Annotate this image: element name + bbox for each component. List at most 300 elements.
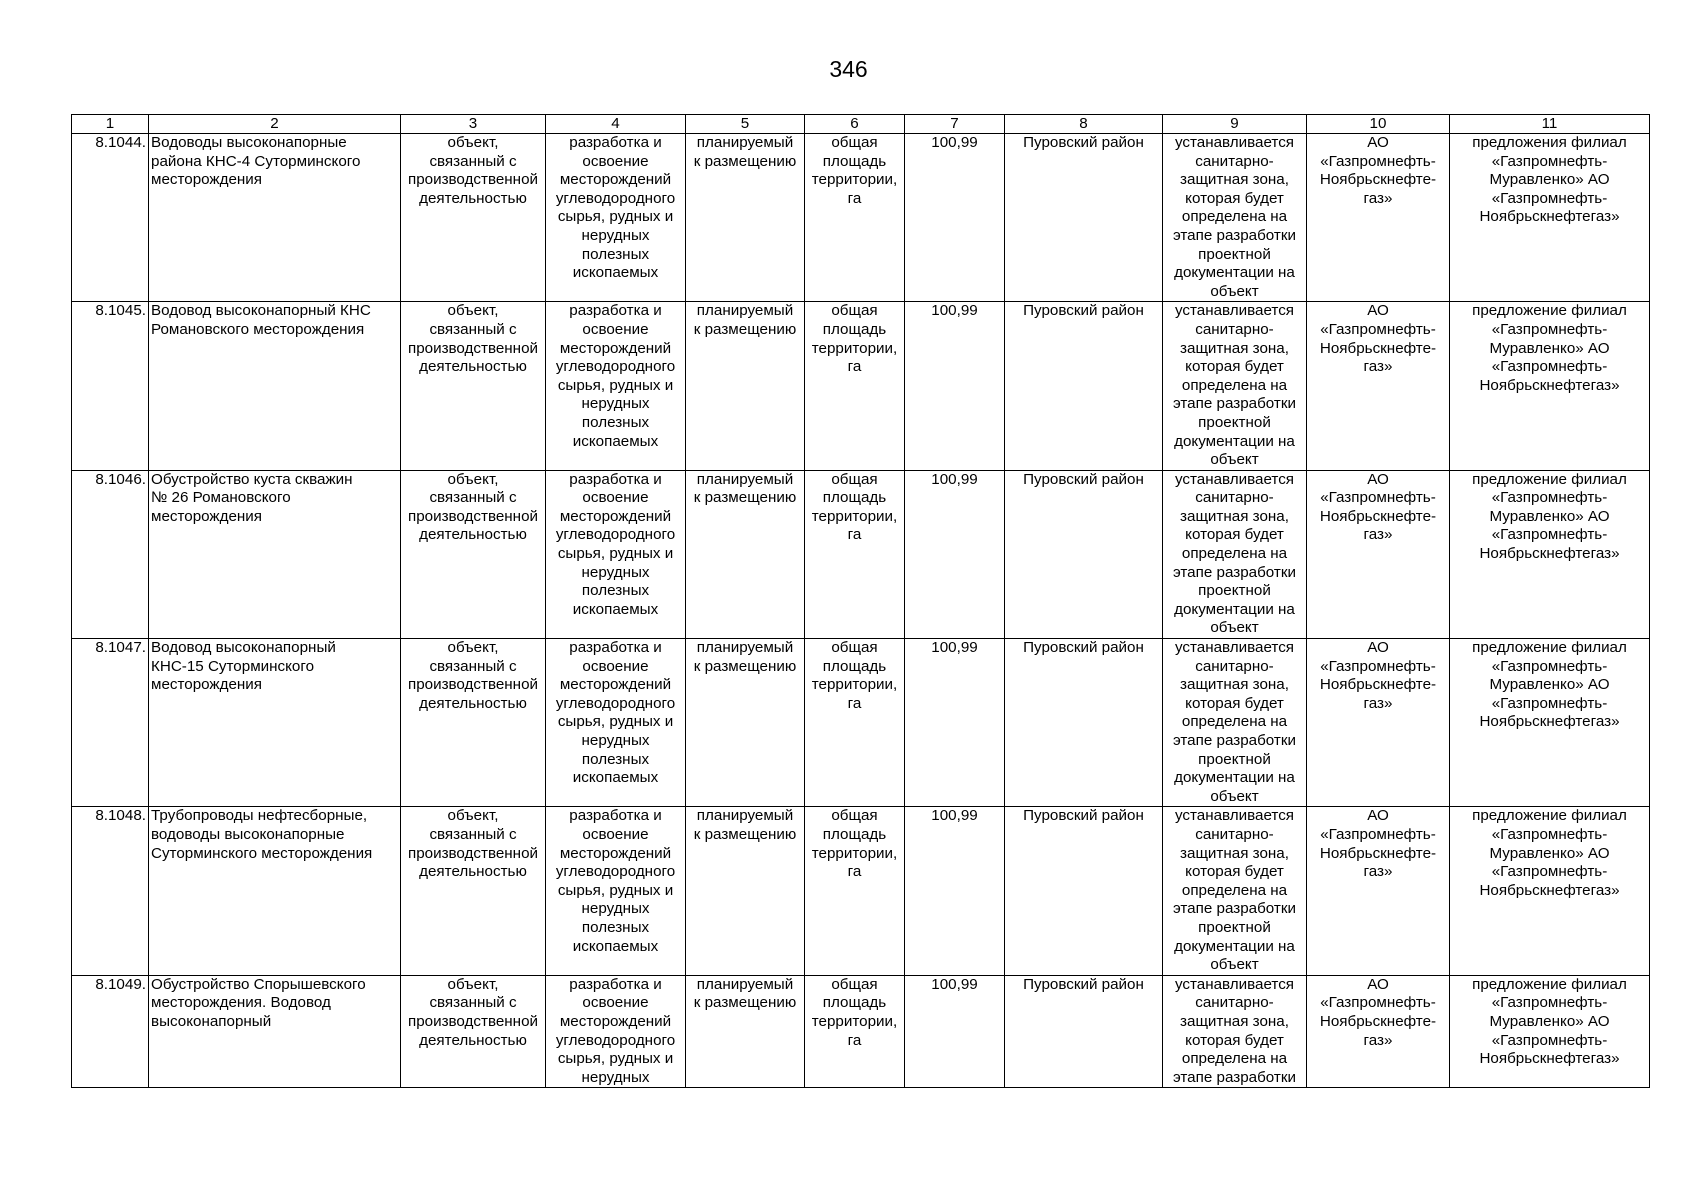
zone-description-line: санитарно- [1195,825,1274,843]
object-kind-line: объект, [447,807,499,825]
owner-line: АО [1367,302,1389,320]
object-status-line: к размещению [693,320,797,338]
zone-description-line: проектной [1198,750,1271,768]
zone-description-line: проектной [1198,413,1271,431]
object-purpose-line: углеводородного [555,863,676,881]
object-name-line: Водоводы высоконапорные [151,134,347,151]
owner-cell [1307,470,1450,638]
item-number-cell: 8.1047. [72,639,149,807]
object-kind-line: производственной [407,339,539,357]
object-status-line: к размещению [693,994,797,1012]
object-purpose-line: нерудных [581,732,650,749]
zone-description-line: определена на [1181,881,1288,899]
zone-description-line: объект [1210,619,1259,637]
object-purpose-line: освоение [582,320,649,338]
source-proposal-line: Ноябрьскнефтегаз» [1479,1050,1620,1068]
object-purpose-line: освоение [582,994,649,1012]
object-name-line: № 26 Романовского [151,489,291,507]
object-kind-cell [401,134,546,302]
zone-description-line: устанавливается [1174,302,1295,320]
owner-line: АО [1367,975,1389,993]
owner-line: АО [1367,470,1389,488]
source-proposal-line: предложение филиал [1472,807,1627,825]
object-purpose-line: нерудных [581,563,650,581]
table-row [72,807,1650,975]
zone-description-line: объект [1210,956,1259,974]
object-kind-line: объект, [447,470,499,488]
page-number: 346 [829,56,868,82]
column-number: 5 [686,115,805,134]
zone-description-line: санитарно- [1195,489,1274,507]
object-name-line: высоконапорный [151,1012,272,1030]
source-proposal-cell [1450,134,1650,302]
zone-description-line: защитная зона, [1180,844,1289,862]
column-number: 3 [401,115,546,134]
zone-description-line: этапе разработки [1172,900,1296,918]
source-proposal-line: «Газпромнефть- [1491,694,1608,712]
object-purpose-line: нерудных [581,900,650,918]
parameter-name-line: общая [831,134,878,151]
parameter-name-line: площадь [822,994,887,1012]
zone-description-cell [1163,470,1307,638]
object-purpose-line: освоение [582,825,649,843]
zone-description-line: определена на [1181,1050,1288,1068]
zone-description-line: которая будет [1185,189,1284,207]
column-number: 10 [1307,115,1450,134]
object-kind-line: производственной [407,507,539,525]
owner-line: Ноябрьскнефте- [1319,676,1437,694]
object-purpose-line: месторождений [559,507,672,525]
source-proposal-cell [1450,807,1650,975]
column-number: 8 [1005,115,1163,134]
object-purpose-line: разработка и [569,134,662,151]
parameter-value-cell: 100,99 [905,470,1005,638]
zone-description-line: этапе разработки [1172,732,1296,749]
parameter-name-cell [805,302,905,470]
object-purpose-line: сырья, рудных и [557,208,674,226]
object-kind-cell [401,302,546,470]
zone-description-line: защитная зона, [1180,507,1289,525]
source-proposal-line: предложение филиал [1472,639,1627,657]
owner-line: Ноябрьскнефте- [1319,171,1437,189]
object-purpose-line: месторождений [559,1012,672,1030]
object-kind-line: производственной [407,171,539,189]
object-status-cell [686,134,805,302]
column-number: 4 [546,115,686,134]
parameter-name-line: площадь [822,825,887,843]
zone-description-line: которая будет [1185,526,1284,544]
zone-description-line: защитная зона, [1180,676,1289,694]
zone-description-cell [1163,134,1307,302]
location-cell: Пуровский район [1005,134,1163,302]
object-purpose-line: сырья, рудных и [557,881,674,899]
object-purpose-line: углеводородного [555,1031,676,1049]
source-proposal-line: «Газпромнефть- [1491,189,1608,207]
object-purpose-line: освоение [582,152,649,170]
source-proposal-line: предложение филиал [1472,975,1627,993]
source-proposal-line: «Газпромнефть- [1491,358,1608,376]
parameter-name-line: территории, [811,844,898,862]
source-proposal-line: Ноябрьскнефтегаз» [1479,376,1620,394]
object-name-line: Суторминского месторождения [151,844,373,862]
object-name-cell [149,470,401,638]
owner-cell [1307,975,1450,1088]
table-row [72,639,1650,807]
object-kind-cell [401,975,546,1088]
object-kind-line: связанный с [429,825,517,843]
parameter-name-line: площадь [822,152,887,170]
location-cell: Пуровский район [1005,639,1163,807]
zone-description-line: устанавливается [1174,639,1295,657]
object-purpose-line: углеводородного [555,189,676,207]
parameter-name-line: территории, [811,676,898,694]
zone-description-line: проектной [1198,918,1271,936]
owner-line: «Газпромнефть- [1320,657,1436,675]
parameter-name-line: га [847,189,862,207]
zone-description-line: этапе разработки [1172,226,1296,244]
parameter-name-line: га [847,526,862,544]
object-purpose-line: нерудных [581,226,650,244]
owner-line: АО [1367,134,1389,151]
object-name-line: КНС-15 Суторминского [151,657,315,675]
owner-line: «Газпромнефть- [1320,825,1436,843]
object-kind-line: объект, [447,134,499,151]
table-row [72,134,1650,302]
object-kind-line: связанный с [429,320,517,338]
object-status-cell [686,470,805,638]
source-proposal-cell [1450,302,1650,470]
column-number: 9 [1163,115,1307,134]
owner-line: газ» [1363,189,1393,207]
item-number-cell: 8.1044. [72,134,149,302]
object-purpose-cell [546,975,686,1088]
table-row [72,975,1650,1088]
object-purpose-line: углеводородного [555,358,676,376]
owner-line: «Газпромнефть- [1320,994,1436,1012]
object-name-line: месторождения [151,507,262,525]
object-name-line: месторождения. Водовод [151,994,331,1012]
object-name-line: Романовского месторождения [151,320,365,338]
object-kind-cell [401,639,546,807]
zone-description-line: устанавливается [1174,807,1295,825]
object-status-line: к размещению [693,825,797,843]
source-proposal-line: «Газпромнефть- [1491,489,1608,507]
zone-description-line: которая будет [1185,1031,1284,1049]
source-proposal-line: Муравленко» АО [1489,507,1610,525]
parameter-name-line: площадь [822,320,887,338]
object-purpose-line: полезных [581,750,650,768]
owner-cell [1307,134,1450,302]
parameter-name-line: га [847,1031,862,1049]
owner-line: Ноябрьскнефте- [1319,507,1437,525]
object-kind-line: объект, [447,975,499,993]
parameter-name-line: общая [831,302,878,320]
zone-description-cell [1163,975,1307,1088]
object-purpose-line: месторождений [559,339,672,357]
parameter-name-line: территории, [811,171,898,189]
parameter-name-line: га [847,694,862,712]
object-status-line: планируемый [696,134,794,151]
source-proposal-line: Муравленко» АО [1489,339,1610,357]
zone-description-line: санитарно- [1195,994,1274,1012]
table-row [72,302,1650,470]
source-proposal-cell [1450,470,1650,638]
zone-description-line: определена на [1181,208,1288,226]
object-status-cell [686,639,805,807]
zone-description-line: документации на [1174,264,1295,282]
zone-description-line: объект [1210,282,1259,300]
object-kind-line: производственной [407,1012,539,1030]
item-number-cell: 8.1049. [72,975,149,1088]
source-proposal-line: Муравленко» АО [1489,171,1610,189]
object-purpose-line: сырья, рудных и [557,1050,674,1068]
object-name-line: месторождения [151,676,262,694]
zone-description-line: этапе разработки [1172,563,1296,581]
object-purpose-line: ископаемых [572,432,659,450]
owner-line: «Газпромнефть- [1320,320,1436,338]
parameter-name-line: площадь [822,489,887,507]
source-proposal-line: «Газпромнефть- [1491,825,1608,843]
object-purpose-cell [546,470,686,638]
object-purpose-line: полезных [581,245,650,263]
object-name-cell [149,807,401,975]
source-proposal-line: Муравленко» АО [1489,1012,1610,1030]
zone-description-line: объект [1210,451,1259,469]
object-kind-line: деятельностью [419,1031,527,1049]
object-name-line: Трубопроводы нефтесборные, [151,807,368,825]
zone-description-line: устанавливается [1174,975,1295,993]
owner-line: «Газпромнефть- [1320,152,1436,170]
object-kind-line: объект, [447,302,499,320]
owner-line: газ» [1363,526,1393,544]
object-purpose-line: разработка и [569,975,662,993]
object-name-cell [149,302,401,470]
owner-cell [1307,639,1450,807]
table-row [72,470,1650,638]
object-purpose-line: углеводородного [555,694,676,712]
source-proposal-line: «Газпромнефть- [1491,1031,1608,1049]
object-kind-line: деятельностью [419,526,527,544]
object-status-line: планируемый [696,639,794,657]
zone-description-line: определена на [1181,713,1288,731]
parameter-value-cell: 100,99 [905,639,1005,807]
parameter-name-line: территории, [811,507,898,525]
zone-description-line: документации на [1174,600,1295,618]
object-kind-line: связанный с [429,657,517,675]
object-kind-cell [401,470,546,638]
object-purpose-line: освоение [582,489,649,507]
object-status-line: к размещению [693,657,797,675]
object-status-cell [686,807,805,975]
object-name-cell [149,639,401,807]
object-status-line: планируемый [696,975,794,993]
zone-description-line: санитарно- [1195,152,1274,170]
owner-line: Ноябрьскнефте- [1319,339,1437,357]
owner-line: АО [1367,807,1389,825]
parameter-name-line: территории, [811,339,898,357]
parameter-name-cell [805,470,905,638]
object-status-line: планируемый [696,807,794,825]
source-proposal-line: «Газпромнефть- [1491,526,1608,544]
zone-description-line: объект [1210,787,1259,805]
object-purpose-cell [546,807,686,975]
object-name-line: района КНС-4 Суторминского [151,152,361,170]
source-proposal-line: предложения филиал [1472,134,1627,151]
zone-description-line: документации на [1174,432,1295,450]
source-proposal-line: Ноябрьскнефтегаз» [1479,545,1620,563]
object-purpose-cell [546,639,686,807]
zone-description-line: санитарно- [1195,320,1274,338]
parameter-value-cell: 100,99 [905,302,1005,470]
object-purpose-line: месторождений [559,676,672,694]
source-proposal-line: Ноябрьскнефтегаз» [1479,713,1620,731]
object-kind-line: деятельностью [419,694,527,712]
parameter-name-line: общая [831,639,878,657]
zone-description-cell [1163,639,1307,807]
parameter-name-cell [805,975,905,1088]
object-name-line: Обустройство куста скважин [151,470,353,488]
zone-description-line: устанавливается [1174,134,1295,151]
object-purpose-line: ископаемых [572,769,659,787]
zone-description-line: которая будет [1185,863,1284,881]
owner-line: газ» [1363,358,1393,376]
item-number-cell: 8.1048. [72,807,149,975]
zone-description-line: санитарно- [1195,657,1274,675]
source-proposal-line: Муравленко» АО [1489,676,1610,694]
object-status-cell [686,975,805,1088]
object-status-line: к размещению [693,489,797,507]
object-kind-line: производственной [407,844,539,862]
object-name-line: Водовод высоконапорный КНС [151,302,371,320]
location-cell: Пуровский район [1005,807,1163,975]
source-proposal-line: предложение филиал [1472,470,1627,488]
object-kind-line: связанный с [429,152,517,170]
parameter-name-line: общая [831,807,878,825]
object-status-line: планируемый [696,470,794,488]
parameter-name-line: общая [831,975,878,993]
parameter-value-cell: 100,99 [905,134,1005,302]
column-number: 1 [72,115,149,134]
source-proposal-line: «Газпромнефть- [1491,863,1608,881]
item-number-cell: 8.1045. [72,302,149,470]
column-number: 11 [1450,115,1650,134]
object-purpose-line: ископаемых [572,264,659,282]
zone-description-line: документации на [1174,769,1295,787]
zone-description-line: защитная зона, [1180,1012,1289,1030]
parameter-value-cell: 100,99 [905,975,1005,1088]
zone-description-line: проектной [1198,245,1271,263]
object-kind-line: объект, [447,639,499,657]
zone-description-line: определена на [1181,545,1288,563]
owner-cell [1307,807,1450,975]
source-proposal-line: предложение филиал [1472,302,1627,320]
zone-description-cell [1163,302,1307,470]
object-purpose-line: месторождений [559,171,672,189]
object-kind-line: деятельностью [419,189,527,207]
zone-description-line: проектной [1198,582,1271,600]
zone-description-line: защитная зона, [1180,171,1289,189]
parameter-name-line: территории, [811,1012,898,1030]
source-proposal-line: Ноябрьскнефтегаз» [1479,881,1620,899]
object-purpose-line: разработка и [569,302,662,320]
object-purpose-line: разработка и [569,639,662,657]
object-purpose-line: сырья, рудных и [557,713,674,731]
object-purpose-line: полезных [581,582,650,600]
zone-description-line: защитная зона, [1180,339,1289,357]
object-purpose-line: разработка и [569,470,662,488]
object-name-line: Водовод высоконапорный [151,639,336,657]
column-number: 7 [905,115,1005,134]
parameter-name-line: общая [831,470,878,488]
source-proposal-line: «Газпромнефть- [1491,152,1608,170]
parameter-name-line: площадь [822,657,887,675]
object-purpose-line: ископаемых [572,937,659,955]
object-purpose-line: полезных [581,413,650,431]
object-purpose-line: освоение [582,657,649,675]
object-purpose-line: месторождений [559,844,672,862]
owner-line: Ноябрьскнефте- [1319,844,1437,862]
object-name-line: Обустройство Спорышевского [151,975,366,993]
object-kind-line: производственной [407,676,539,694]
object-purpose-cell [546,134,686,302]
parameter-value-cell: 100,99 [905,807,1005,975]
item-number-cell: 8.1046. [72,470,149,638]
object-purpose-line: нерудных [581,395,650,413]
register-table [71,114,1650,1088]
zone-description-line: определена на [1181,376,1288,394]
source-proposal-line: «Газпромнефть- [1491,657,1608,675]
object-kind-cell [401,807,546,975]
object-status-cell [686,302,805,470]
source-proposal-line: «Газпромнефть- [1491,320,1608,338]
owner-line: «Газпромнефть- [1320,489,1436,507]
location-cell: Пуровский район [1005,470,1163,638]
object-purpose-line: полезных [581,918,650,936]
object-purpose-line: разработка и [569,807,662,825]
object-purpose-line: нерудных [581,1068,650,1086]
object-purpose-line: сырья, рудных и [557,545,674,563]
zone-description-cell [1163,807,1307,975]
zone-description-line: документации на [1174,937,1295,955]
parameter-name-cell [805,639,905,807]
owner-cell [1307,302,1450,470]
object-status-line: планируемый [696,302,794,320]
object-kind-line: деятельностью [419,863,527,881]
parameter-name-line: га [847,863,862,881]
object-purpose-line: углеводородного [555,526,676,544]
location-cell: Пуровский район [1005,975,1163,1088]
owner-line: газ» [1363,863,1393,881]
object-name-line: водоводы высоконапорные [151,825,345,843]
object-purpose-line: ископаемых [572,600,659,618]
object-kind-line: деятельностью [419,358,527,376]
column-number: 2 [149,115,401,134]
source-proposal-cell [1450,975,1650,1088]
source-proposal-line: Муравленко» АО [1489,844,1610,862]
parameter-name-cell [805,807,905,975]
object-name-line: месторождения [151,171,262,189]
zone-description-line: устанавливается [1174,470,1295,488]
object-purpose-line: сырья, рудных и [557,376,674,394]
zone-description-line: этапе разработки [1172,395,1296,413]
owner-line: газ» [1363,1031,1393,1049]
column-number: 6 [805,115,905,134]
source-proposal-line: «Газпромнефть- [1491,994,1608,1012]
zone-description-line: которая будет [1185,694,1284,712]
owner-line: Ноябрьскнефте- [1319,1012,1437,1030]
zone-description-line: этапе разработки [1172,1068,1296,1086]
parameter-name-cell [805,134,905,302]
